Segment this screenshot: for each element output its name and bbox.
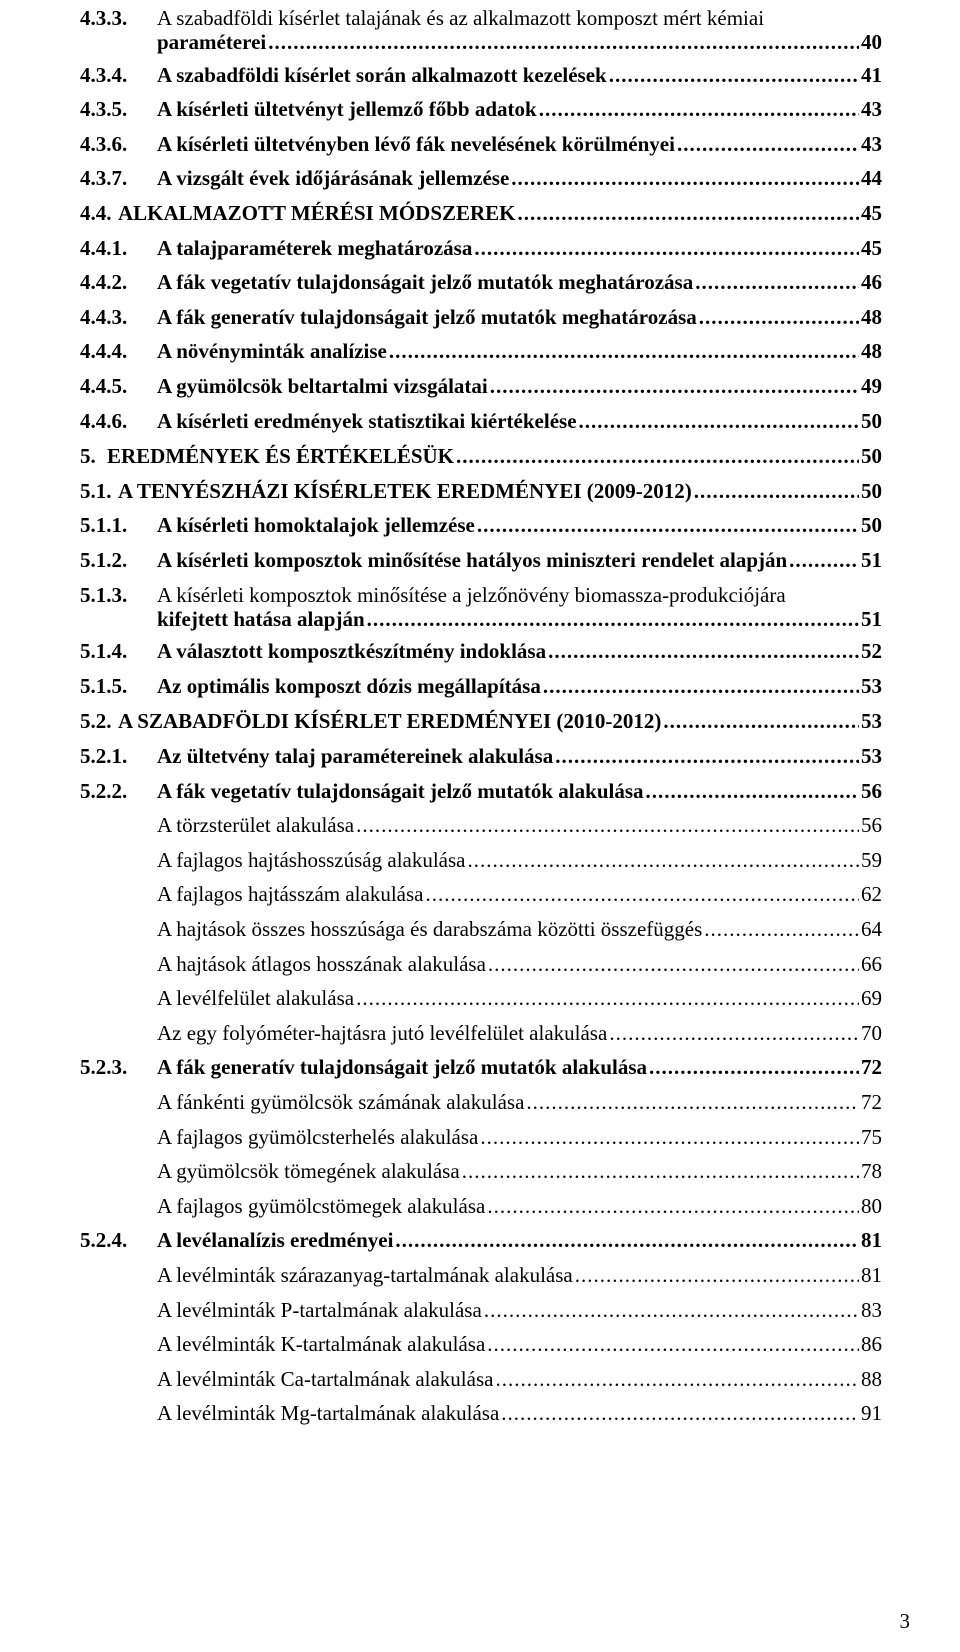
toc-entry-title: A gyümölcsök tömegének alakulása (157, 1159, 460, 1183)
toc-entry[interactable] (0, 440, 960, 473)
toc-entry-number: 4.4. (80, 201, 112, 225)
toc-entry-page: 53 (861, 674, 882, 698)
toc-entry[interactable] (0, 1259, 960, 1292)
toc-entry-page: 83 (861, 1298, 882, 1322)
toc-entry-title-continued: paraméterei (157, 30, 267, 54)
dot-leader (495, 1363, 859, 1396)
toc-entry-title: A gyümölcsök beltartalmi vizsgálatai (157, 374, 488, 398)
toc-entry-number: 4.4.5. (80, 374, 128, 398)
toc-entry-title: A kísérleti ültetvényt jellemző főbb adatok (157, 97, 537, 121)
toc-entry[interactable] (0, 2, 960, 54)
toc-entry-page: 52 (861, 639, 882, 663)
toc-entry-number: 4.3.3. (80, 6, 128, 30)
toc-entry[interactable] (0, 509, 960, 542)
toc-entry-number: 5.2. (80, 709, 112, 733)
toc-entry-title: A fajlagos hajtásszám alakulása (157, 882, 424, 906)
toc-entry-page: 70 (861, 1021, 882, 1045)
dot-leader (474, 232, 859, 265)
toc-entry-number: 5.1.4. (80, 639, 128, 663)
toc-entry[interactable] (0, 705, 960, 738)
toc-entry[interactable] (0, 232, 960, 265)
toc-entry-title: A hajtások összes hosszúsága és darabszáma közötti összefüggés (157, 917, 703, 941)
dot-leader (487, 1328, 859, 1361)
toc-entry-title: A vizsgált évek időjárásának jellemzése (157, 166, 510, 190)
toc-entry-page: 75 (861, 1125, 882, 1149)
toc-entry-title-continued: kifejtett hatása alapján (157, 607, 365, 631)
toc-entry-number: 4.3.5. (80, 97, 128, 121)
dot-leader (609, 59, 859, 92)
dot-leader (789, 544, 859, 577)
toc-entry-page: 40 (861, 30, 882, 54)
toc-entry-number: 4.4.2. (80, 270, 128, 294)
toc-entry-number: 4.3.4. (80, 63, 128, 87)
toc-entry-title: A levélminták K-tartalmának alakulása (157, 1332, 486, 1356)
toc-entry[interactable] (0, 1397, 960, 1430)
toc-entry-page: 45 (861, 236, 882, 260)
toc-entry-page: 56 (861, 779, 882, 803)
toc-entry-title: Az ültetvény talaj paramétereinek alakulása (157, 744, 554, 768)
dot-leader (367, 603, 859, 636)
toc-entry-number: 5.1. (80, 479, 112, 503)
toc-entry-number: 4.4.1. (80, 236, 128, 260)
toc-entry-title: ALKALMAZOTT MÉRÉSI MÓDSZEREK (118, 201, 516, 225)
toc-entry[interactable] (0, 1190, 960, 1223)
toc-entry-title: A TENYÉSZHÁZI KÍSÉRLETEK EREDMÉNYEI (2009-2012) (118, 479, 692, 503)
toc-entry[interactable] (0, 1155, 960, 1188)
toc-entry[interactable] (0, 982, 960, 1015)
toc-entry[interactable] (0, 740, 960, 773)
toc-entry-title: A törzsterület alakulása (157, 813, 355, 837)
dot-leader (268, 26, 859, 59)
toc-entry-page: 56 (861, 813, 882, 837)
toc-entry-title: A kísérleti komposztok minősítése a jelzőnövény biomassza-produkciójára (157, 583, 786, 607)
dot-leader (543, 670, 859, 703)
toc-entry-title: A fák generatív tulajdonságait jelző mutatók meghatározása (157, 305, 697, 329)
toc-entry-page: 64 (861, 917, 882, 941)
toc-entry[interactable] (0, 1224, 960, 1257)
dot-leader (456, 440, 859, 473)
toc-entry-page: 86 (861, 1332, 882, 1356)
toc-entry[interactable] (0, 1121, 960, 1154)
toc-entry-title: A kísérleti komposztok minősítése hatályos miniszteri rendelet alapján (157, 548, 788, 572)
dot-leader (501, 1397, 859, 1430)
toc-entry-page: 88 (861, 1367, 882, 1391)
dot-leader (548, 635, 859, 668)
toc-entry[interactable] (0, 878, 960, 911)
toc-entry-title: A fák vegetatív tulajdonságait jelző mutatók alakulása (157, 779, 644, 803)
toc-entry[interactable] (0, 635, 960, 668)
toc-entry[interactable] (0, 266, 960, 299)
toc-entry-title: A levélminták P-tartalmának alakulása (157, 1298, 482, 1322)
dot-leader (480, 1121, 859, 1154)
toc-entry[interactable] (0, 1017, 960, 1050)
dot-leader (526, 1086, 859, 1119)
dot-leader (488, 948, 859, 981)
toc-entry-page: 50 (861, 409, 882, 433)
toc-entry-title: A kísérleti ültetvényben lévő fák nevelésének körülményei (157, 132, 675, 156)
toc-entry-title: A hajtások átlagos hosszának alakulása (157, 952, 486, 976)
dot-leader (477, 509, 859, 542)
toc-entry-page: 51 (861, 548, 882, 572)
toc-entry-title: Az optimális komposzt dózis megállapítása (157, 674, 541, 698)
dot-leader (462, 1155, 859, 1188)
toc-entry[interactable] (0, 1086, 960, 1119)
dot-leader (426, 878, 860, 911)
toc-entry-number: 5.1.1. (80, 513, 128, 537)
dot-leader (511, 162, 859, 195)
toc-entry-title: A növényminták analízise (157, 339, 387, 363)
toc-entry[interactable] (0, 544, 960, 577)
toc-entry[interactable] (0, 301, 960, 334)
toc-entry-page: 44 (861, 166, 882, 190)
toc-entry-page: 62 (861, 882, 882, 906)
toc-entry-number: 5.2.2. (80, 779, 128, 803)
dot-leader (484, 1294, 859, 1327)
toc-entry-title: Az egy folyóméter-hajtásra jutó levélfelület alakulása (157, 1021, 608, 1045)
toc-entry-title: A levélminták Mg-tartalmának alakulása (157, 1401, 500, 1425)
toc-entry-number: 4.3.6. (80, 132, 128, 156)
toc-entry-title: A levélminták szárazanyag-tartalmának alakulása (157, 1263, 573, 1287)
dot-leader (646, 775, 859, 808)
toc-entry-number: 4.3.7. (80, 166, 128, 190)
toc-entry[interactable] (0, 775, 960, 808)
toc-entry-number: 5.2.3. (80, 1055, 128, 1079)
dot-leader (539, 93, 859, 126)
dot-leader (555, 740, 859, 773)
toc-entry-page: 69 (861, 986, 882, 1010)
dot-leader (468, 844, 860, 877)
dot-leader (487, 1190, 859, 1223)
toc-entry[interactable] (0, 913, 960, 946)
toc-entry[interactable] (0, 579, 960, 631)
toc-entry-page: 91 (861, 1401, 882, 1425)
toc-entry-title: EREDMÉNYEK ÉS ÉRTÉKELÉSÜK (107, 444, 455, 468)
toc-entry[interactable] (0, 809, 960, 842)
dot-leader (663, 705, 859, 738)
toc-entry[interactable] (0, 59, 960, 92)
toc-entry-page: 81 (861, 1263, 882, 1287)
toc-entry[interactable] (0, 335, 960, 368)
toc-entry-title: A fánkénti gyümölcsök számának alakulása (157, 1090, 525, 1114)
toc-entry-number: 5.1.2. (80, 548, 128, 572)
toc-entry-title: A fák vegetatív tulajdonságait jelző mutatók meghatározása (157, 270, 694, 294)
toc-entry[interactable] (0, 128, 960, 161)
toc-entry-title: A kísérleti eredmények statisztikai kiértékelése (157, 409, 577, 433)
toc-entry[interactable] (0, 197, 960, 230)
dot-leader (356, 982, 859, 1015)
toc-entry-page: 43 (861, 132, 882, 156)
toc-entry-title: A fák generatív tulajdonságait jelző mutatók alakulása (157, 1055, 648, 1079)
toc-entry-page: 53 (861, 709, 882, 733)
toc-entry[interactable] (0, 162, 960, 195)
toc-entry-title: A fajlagos gyümölcsterhelés alakulása (157, 1125, 479, 1149)
toc-entry-number: 4.4.3. (80, 305, 128, 329)
dot-leader (677, 128, 859, 161)
toc-entry-page: 53 (861, 744, 882, 768)
toc-entry-page: 50 (861, 444, 882, 468)
toc-entry-title: A levélfelület alakulása (157, 986, 355, 1010)
toc-entry-page: 48 (861, 339, 882, 363)
toc-entry-title: A fajlagos hajtáshosszúság alakulása (157, 848, 466, 872)
toc-entry-page: 43 (861, 97, 882, 121)
toc-entry[interactable] (0, 1328, 960, 1361)
toc-entry-number: 5.1.5. (80, 674, 128, 698)
dot-leader (518, 197, 859, 230)
toc-entry-number: 5.2.1. (80, 744, 128, 768)
page-number: 3 (899, 1609, 910, 1633)
toc-entry[interactable] (0, 405, 960, 438)
toc-entry-page: 78 (861, 1159, 882, 1183)
toc-entry-page: 46 (861, 270, 882, 294)
dot-leader (395, 1224, 859, 1257)
toc-entry-title: A kísérleti homoktalajok jellemzése (157, 513, 475, 537)
toc-entry-title: A fajlagos gyümölcstömegek alakulása (157, 1194, 486, 1218)
toc-entry[interactable] (0, 475, 960, 508)
toc-entry-title: A szabadföldi kísérlet során alkalmazott kezelések (157, 63, 607, 87)
toc-entry[interactable] (0, 1294, 960, 1327)
dot-leader (699, 301, 859, 334)
dot-leader (389, 335, 859, 368)
toc-entry-page: 41 (861, 63, 882, 87)
toc-entry-title: A szabadföldi kísérlet talajának és az alkalmazott komposzt mért kémiai (157, 6, 765, 30)
toc-entry-page: 51 (861, 607, 882, 631)
toc-entry[interactable] (0, 370, 960, 403)
dot-leader (575, 1259, 859, 1292)
toc-entry-title: A levélanalízis eredményei (157, 1228, 394, 1252)
toc-entry-page: 80 (861, 1194, 882, 1218)
toc-entry-title: A SZABADFÖLDI KÍSÉRLET EREDMÉNYEI (2010-2012) (118, 709, 662, 733)
dot-leader (579, 405, 859, 438)
dot-leader (609, 1017, 859, 1050)
toc-entry[interactable] (0, 670, 960, 703)
toc-entry-title: A választott komposztkészítmény indoklása (157, 639, 547, 663)
toc-entry-page: 50 (861, 479, 882, 503)
dot-leader (490, 370, 859, 403)
toc-entry[interactable] (0, 1051, 960, 1084)
toc-entry-page: 59 (861, 848, 882, 872)
toc-entry[interactable] (0, 1363, 960, 1396)
toc-entry-number: 4.4.4. (80, 339, 128, 363)
dot-leader (356, 809, 859, 842)
toc-entry-title: A levélminták Ca-tartalmának alakulása (157, 1367, 494, 1391)
dot-leader (649, 1051, 859, 1084)
toc-entry-number: 4.4.6. (80, 409, 128, 433)
toc-entry-page: 81 (861, 1228, 882, 1252)
toc-entry-title: A talajparaméterek meghatározása (157, 236, 473, 260)
toc-entry-page: 45 (861, 201, 882, 225)
toc-entry-page: 48 (861, 305, 882, 329)
dot-leader (694, 475, 859, 508)
toc-entry-number: 5.2.4. (80, 1228, 128, 1252)
toc-entry-number: 5.1.3. (80, 583, 128, 607)
toc-entry-number: 5. (80, 444, 96, 468)
dot-leader (695, 266, 859, 299)
toc-entry-page: 49 (861, 374, 882, 398)
toc-entry-page: 72 (861, 1090, 882, 1114)
dot-leader (704, 913, 859, 946)
toc-entry-page: 66 (861, 952, 882, 976)
toc-entry-page: 72 (861, 1055, 882, 1079)
toc-entry[interactable] (0, 844, 960, 877)
toc-entry[interactable] (0, 948, 960, 981)
toc-entry-page: 50 (861, 513, 882, 537)
toc-entry[interactable] (0, 93, 960, 126)
